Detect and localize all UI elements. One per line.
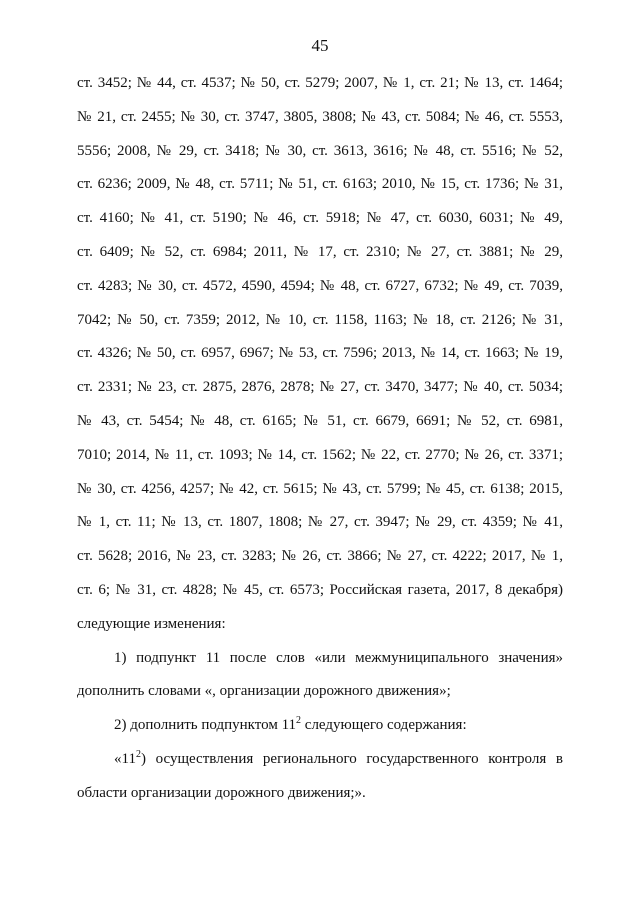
text-line: ст. 4160; № 41, ст. 5190; № 46, ст. 5918; № 47, ст. 6030, 6031; № 49, [77, 210, 563, 227]
superscript: 2 [296, 715, 302, 727]
text-line: следующие изменения: [77, 615, 226, 632]
item-1-continuation: дополнить словами «, организации дорожного движения»; [77, 683, 451, 700]
quote-line [77, 743, 563, 777]
text-line: ст. 6236; 2009, № 48, ст. 5711; № 51, ст. 6163; 2010, № 15, ст. 1736; № 31, [77, 176, 563, 193]
text-line: ст. 6409; № 52, ст. 6984; 2011, № 17, ст. 2310; № 27, ст. 3881; № 29, [77, 243, 563, 260]
text-line: ст. 6; № 31, ст. 4828; № 45, ст. 6573; Российская газета, 2017, 8 декабря) [77, 581, 563, 598]
text-line: № 30, ст. 4256, 4257; № 42, ст. 5615; № 43, ст. 5799; № 45, ст. 6138; 2015, [77, 480, 563, 497]
item-1-line: 1) подпункт 11 после слов «или межмуниципального значения» [114, 649, 563, 666]
text-line: 7042; № 50, ст. 7359; 2012, № 10, ст. 1158, 1163; № 18, ст. 2126; № 31, [77, 311, 563, 328]
text-line: ст. 4326; № 50, ст. 6957, 6967; № 53, ст. 7596; 2013, № 14, ст. 1663; № 19, [77, 345, 563, 362]
text-line: 5556; 2008, № 29, ст. 3418; № 30, ст. 3613, 3616; № 48, ст. 5516; № 52, [77, 142, 563, 159]
page-number: 45 [311, 36, 329, 55]
text-line: 7010; 2014, № 11, ст. 1093; № 14, ст. 1562; № 22, ст. 2770; № 26, ст. 3371; [77, 446, 563, 463]
quote-text-start: «11 [114, 750, 136, 767]
quote-continuation: области организации дорожного движения;». [77, 784, 366, 801]
text-line: № 1, ст. 11; № 13, ст. 1807, 1808; № 27, ст. 3947; № 29, ст. 4359; № 41, [77, 514, 563, 531]
text-line: ст. 3452; № 44, ст. 4537; № 50, ст. 5279; 2007, № 1, ст. 21; № 13, ст. 1464; [77, 75, 563, 91]
item-2-text-end: следующего содержания: [301, 717, 467, 734]
text-line: ст. 5628; 2016, № 23, ст. 3283; № 26, ст. 3866; № 27, ст. 4222; 2017, № 1, [77, 548, 563, 565]
text-line: № 21, ст. 2455; № 30, ст. 3747, 3805, 3808; № 43, ст. 5084; № 46, ст. 5553, [77, 108, 563, 125]
text-line: ст. 4283; № 30, ст. 4572, 4590, 4594; № 48, ст. 6727, 6732; № 49, ст. 7039, [77, 277, 563, 294]
item-2-line [77, 709, 563, 743]
text-line: № 43, ст. 5454; № 48, ст. 6165; № 51, ст. 6679, 6691; № 52, ст. 6981, [77, 412, 563, 429]
superscript: 2 [135, 748, 141, 760]
text-line: ст. 2331; № 23, ст. 2875, 2876, 2878; № 27, ст. 3470, 3477; № 40, ст. 5034; [77, 379, 563, 396]
document-body [77, 67, 563, 811]
item-2-text: 2) дополнить подпунктом 11 [114, 717, 297, 734]
quote-text: ) осуществления регионального государственного контроля в [140, 750, 563, 767]
